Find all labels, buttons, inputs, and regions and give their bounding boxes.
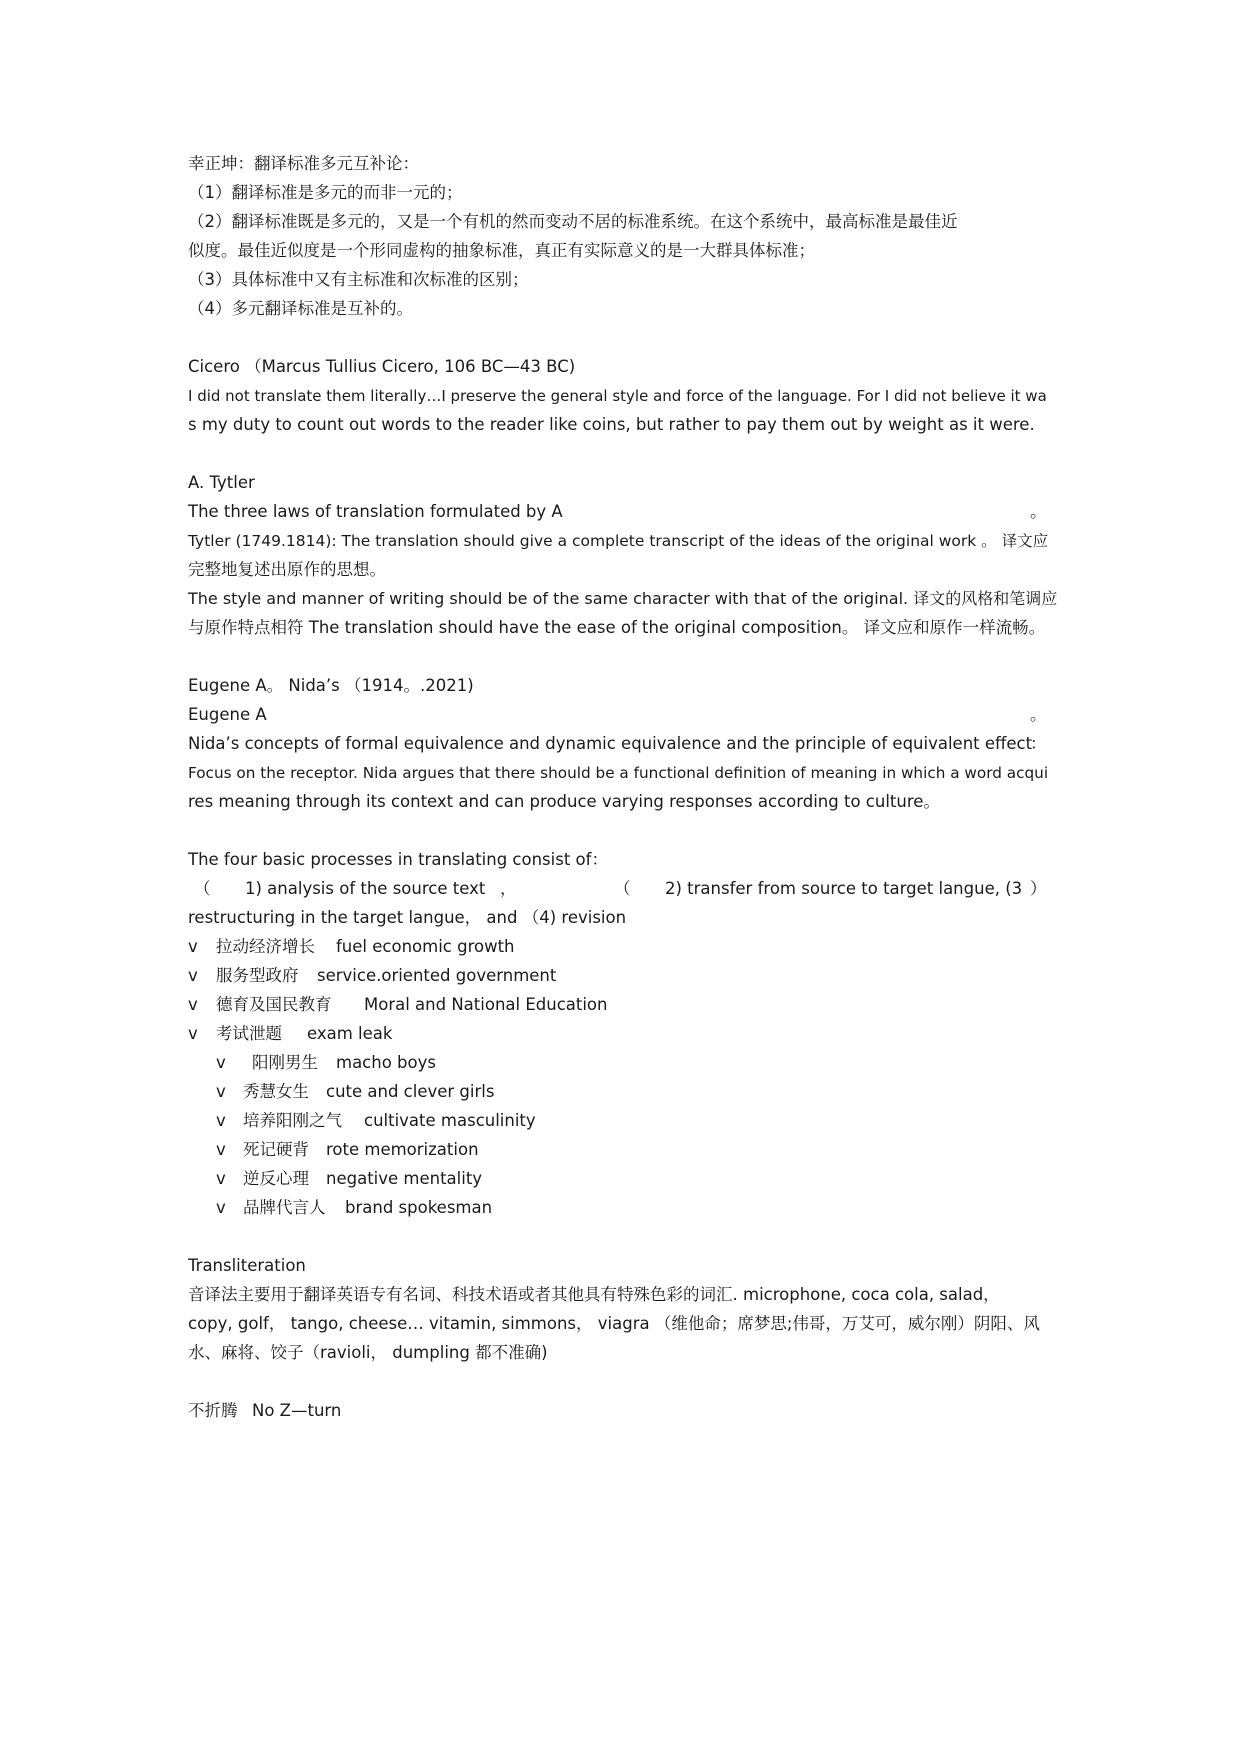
vocab-en: cultivate masculinity — [364, 1111, 536, 1130]
vocab-en: Moral and National Education — [364, 995, 608, 1014]
tytler-line-1-end: 。 — [1030, 502, 1047, 521]
vocab-zh: 德育及国民教育 — [216, 995, 332, 1014]
vocab-zh: 死记硬背 — [243, 1140, 309, 1159]
nida-line-1: Eugene A — [188, 705, 267, 724]
vocab-zh: 阳刚男生 — [252, 1053, 318, 1072]
processes-open-2: （ — [614, 879, 631, 898]
translit-line-1: 音译法主要用于翻译英语专有名词、科技术语或者其他具有特殊色彩的词汇. microphone, coca cola, salad， — [188, 1285, 1000, 1304]
xing-point-2a: （2）翻译标准既是多元的，又是一个有机的然而变动不居的标准系统。在这个系统中，最高标准是最佳近 — [188, 212, 958, 231]
vocab-bullet: v — [188, 966, 198, 985]
processes-item-1: 1) analysis of the source text — [245, 879, 486, 898]
tytler-line-5: 与原作特点相符 The translation should have the ease of the original composition。 译文应和原作一样流畅。 — [188, 618, 1046, 637]
translit-line-3: 水、麻将、饺子（ravioli， dumpling 都不准确) — [188, 1343, 548, 1362]
cicero-heading: Cicero （Marcus Tullius Cicero, 106 BC—43 BC) — [188, 357, 576, 376]
vocab-bullet: v — [188, 995, 198, 1014]
nida-line-2: Nida’s concepts of formal equivalence and dynamic equivalence and the principle of equivalent effect — [188, 734, 1033, 753]
vocab-zh: 逆反心理 — [243, 1169, 309, 1188]
tytler-line-4: The style and manner of writing should be of the same character with that of the original. 译文的风格和笔调应 — [188, 589, 1058, 608]
vocab-zh: 拉动经济增长 — [216, 937, 315, 956]
nida-line-4: res meaning through its context and can produce varying responses according to culture。 — [188, 792, 940, 811]
xing-point-1: （1）翻译标准是多元的而非一元的； — [188, 183, 463, 202]
vocab-bullet: v — [216, 1111, 226, 1130]
vocab-en: service.oriented government — [317, 966, 557, 985]
tytler-line-1: The three laws of translation formulated by A — [188, 502, 563, 521]
last-zh: 不折腾 — [188, 1401, 238, 1420]
vocab-bullet: v — [188, 1024, 198, 1043]
nida-heading: Eugene A。 Nida’s （1914。.2021) — [188, 676, 474, 695]
processes-close: ） — [1030, 879, 1047, 898]
vocab-bullet: v — [216, 1169, 226, 1188]
vocab-en: brand spokesman — [345, 1198, 493, 1217]
xing-title: 幸正坤：翻译标准多元互补论： — [188, 154, 419, 173]
vocab-bullet: v — [188, 937, 198, 956]
vocab-zh: 服务型政府 — [216, 966, 299, 985]
vocab-en: negative mentality — [326, 1169, 483, 1188]
vocab-en: macho boys — [336, 1053, 436, 1072]
vocab-en: cute and clever girls — [326, 1082, 495, 1101]
vocab-en: exam leak — [307, 1024, 393, 1043]
processes-line-3: restructuring in the target langue， and （4) revision — [188, 908, 627, 927]
vocab-zh: 品牌代言人 — [243, 1198, 326, 1217]
nida-line-3: Focus on the receptor. Nida argues that there should be a functional definition of meaning in which a word acqui — [188, 764, 1049, 782]
vocab-en: rote memorization — [326, 1140, 479, 1159]
vocab-bullet: v — [216, 1082, 226, 1101]
processes-item-2: 2) transfer from source to target langue, (3 — [665, 879, 1023, 898]
nida-line-2-end: ： — [1030, 734, 1047, 753]
processes-heading: The four basic processes in translating consist of： — [188, 850, 608, 869]
cicero-quote-line-1: I did not translate them literally…I preserve the general style and force of the language. For I did not believe it wa — [188, 387, 1047, 405]
translit-line-2: copy, golf， tango, cheese… vitamin, simmons， viagra （维他命；席梦思;伟哥，万艾可，威尔刚）阴阳、风 — [188, 1314, 1040, 1333]
vocab-zh: 考试泄题 — [216, 1024, 282, 1043]
nida-line-1-end: 。 — [1030, 705, 1047, 724]
vocab-zh: 秀慧女生 — [243, 1082, 309, 1101]
vocab-bullet: v — [216, 1053, 226, 1072]
cicero-quote-line-2: s my duty to count out words to the reader like coins, but rather to pay them out by weight as it were. — [188, 415, 1035, 434]
tytler-heading: A. Tytler — [188, 473, 255, 492]
tytler-line-3: 完整地复述出原作的思想。 — [188, 560, 386, 579]
xing-point-3: （3）具体标准中又有主标准和次标准的区别； — [188, 270, 529, 289]
translit-heading: Transliteration — [188, 1256, 306, 1275]
processes-comma: ， — [500, 879, 517, 898]
vocab-bullet: v — [216, 1140, 226, 1159]
vocab-en: fuel economic growth — [336, 937, 515, 956]
tytler-line-2: Tytler (1749.1814): The translation should give a complete transcript of the ideas of the original work 。 译文应 — [188, 532, 1049, 550]
xing-point-4: （4）多元翻译标准是互补的。 — [188, 299, 413, 318]
vocab-zh: 培养阳刚之气 — [243, 1111, 342, 1130]
processes-open-1: （ — [194, 879, 211, 898]
last-en: No Z—turn — [252, 1401, 342, 1420]
xing-point-2b: 似度。最佳近似度是一个形同虚构的抽象标准，真正有实际意义的是一大群具体标准； — [188, 241, 815, 260]
vocab-bullet: v — [216, 1198, 226, 1217]
